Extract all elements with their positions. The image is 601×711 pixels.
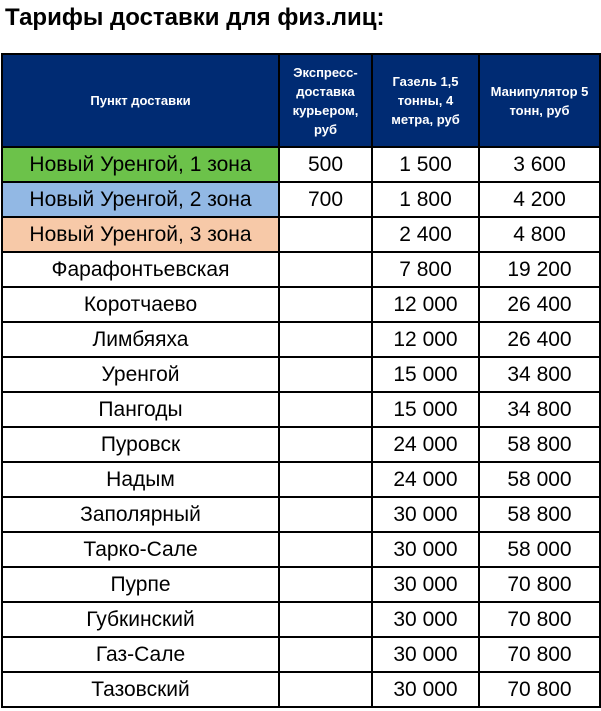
delivery-point-cell: Коротчаево xyxy=(2,287,279,322)
express-price-cell xyxy=(279,602,372,637)
gazelle-price-cell: 30 000 xyxy=(372,497,479,532)
manipulator-price-cell: 26 400 xyxy=(479,287,600,322)
table-row xyxy=(2,287,600,322)
header-gazelle xyxy=(372,54,479,147)
delivery-point-cell: Надым xyxy=(2,462,279,497)
gazelle-price-cell: 24 000 xyxy=(372,427,479,462)
express-price-cell xyxy=(279,497,372,532)
gazelle-price-cell: 1 500 xyxy=(372,147,479,182)
manipulator-price-cell: 34 800 xyxy=(479,357,600,392)
express-price-cell xyxy=(279,672,372,707)
table-row xyxy=(2,462,600,497)
table-row xyxy=(2,567,600,602)
gazelle-price-cell: 24 000 xyxy=(372,462,479,497)
table-row xyxy=(2,357,600,392)
delivery-point-cell: Пурпе xyxy=(2,567,279,602)
express-price-cell: 700 xyxy=(279,182,372,217)
delivery-point-cell: Тарко-Сале xyxy=(2,532,279,567)
express-price-cell xyxy=(279,462,372,497)
delivery-point-cell: Новый Уренгой, 3 зона xyxy=(2,217,279,252)
header-gazelle-label: Газель 1,5 тонны, 4 метра, руб xyxy=(391,74,460,127)
gazelle-price-cell: 30 000 xyxy=(372,602,479,637)
header-express-courier-label: Экспресс-доставка курьером, руб xyxy=(292,64,359,137)
manipulator-price-cell: 19 200 xyxy=(479,252,600,287)
express-price-cell xyxy=(279,322,372,357)
gazelle-price-cell: 30 000 xyxy=(372,672,479,707)
express-price-cell xyxy=(279,217,372,252)
table-row xyxy=(2,392,600,427)
delivery-point-cell: Фарафонтьевская xyxy=(2,252,279,287)
express-price-cell xyxy=(279,567,372,602)
delivery-point-cell: Губкинский xyxy=(2,602,279,637)
express-price-cell xyxy=(279,392,372,427)
express-price-cell xyxy=(279,252,372,287)
header-manipulator xyxy=(479,54,600,147)
table-row xyxy=(2,252,600,287)
table-row xyxy=(2,637,600,672)
page-title: Тарифы доставки для физ.лиц: xyxy=(5,4,385,31)
delivery-point-cell: Новый Уренгой, 1 зона xyxy=(2,147,279,182)
express-price-cell xyxy=(279,357,372,392)
manipulator-price-cell: 58 000 xyxy=(479,462,600,497)
delivery-point-cell: Новый Уренгой, 2 зона xyxy=(2,182,279,217)
header-delivery-point xyxy=(2,54,279,147)
table-row xyxy=(2,322,600,357)
table-row xyxy=(2,672,600,707)
manipulator-price-cell: 4 800 xyxy=(479,217,600,252)
manipulator-price-cell: 26 400 xyxy=(479,322,600,357)
table-row xyxy=(2,147,600,182)
manipulator-price-cell: 34 800 xyxy=(479,392,600,427)
table-row xyxy=(2,497,600,532)
delivery-point-cell: Заполярный xyxy=(2,497,279,532)
table-row xyxy=(2,182,600,217)
manipulator-price-cell: 70 800 xyxy=(479,637,600,672)
delivery-point-cell: Уренгой xyxy=(2,357,279,392)
manipulator-price-cell: 58 000 xyxy=(479,532,600,567)
manipulator-price-cell: 70 800 xyxy=(479,567,600,602)
gazelle-price-cell: 7 800 xyxy=(372,252,479,287)
manipulator-price-cell: 58 800 xyxy=(479,427,600,462)
express-price-cell: 500 xyxy=(279,147,372,182)
table-row xyxy=(2,532,600,567)
table-row xyxy=(2,217,600,252)
delivery-point-cell: Тазовский xyxy=(2,672,279,707)
gazelle-price-cell: 30 000 xyxy=(372,567,479,602)
manipulator-price-cell: 70 800 xyxy=(479,672,600,707)
gazelle-price-cell: 30 000 xyxy=(372,637,479,672)
delivery-point-cell: Лимбяяха xyxy=(2,322,279,357)
manipulator-price-cell: 70 800 xyxy=(479,602,600,637)
header-express-courier xyxy=(279,54,372,147)
table-row xyxy=(2,602,600,637)
gazelle-price-cell: 12 000 xyxy=(372,287,479,322)
manipulator-price-cell: 4 200 xyxy=(479,182,600,217)
table-header-row xyxy=(2,54,600,147)
delivery-point-cell: Пангоды xyxy=(2,392,279,427)
gazelle-price-cell: 15 000 xyxy=(372,392,479,427)
gazelle-price-cell: 2 400 xyxy=(372,217,479,252)
express-price-cell xyxy=(279,532,372,567)
express-price-cell xyxy=(279,637,372,672)
gazelle-price-cell: 30 000 xyxy=(372,532,479,567)
express-price-cell xyxy=(279,287,372,322)
manipulator-price-cell: 3 600 xyxy=(479,147,600,182)
manipulator-price-cell: 58 800 xyxy=(479,497,600,532)
header-manipulator-label: Манипулятор 5 тонн, руб xyxy=(490,83,589,118)
gazelle-price-cell: 15 000 xyxy=(372,357,479,392)
gazelle-price-cell: 12 000 xyxy=(372,322,479,357)
gazelle-price-cell: 1 800 xyxy=(372,182,479,217)
header-delivery-point-label: Пункт доставки xyxy=(90,93,191,108)
delivery-rates-table xyxy=(1,53,601,708)
express-price-cell xyxy=(279,427,372,462)
delivery-point-cell: Пуровск xyxy=(2,427,279,462)
table-row xyxy=(2,427,600,462)
delivery-point-cell: Газ-Сале xyxy=(2,637,279,672)
